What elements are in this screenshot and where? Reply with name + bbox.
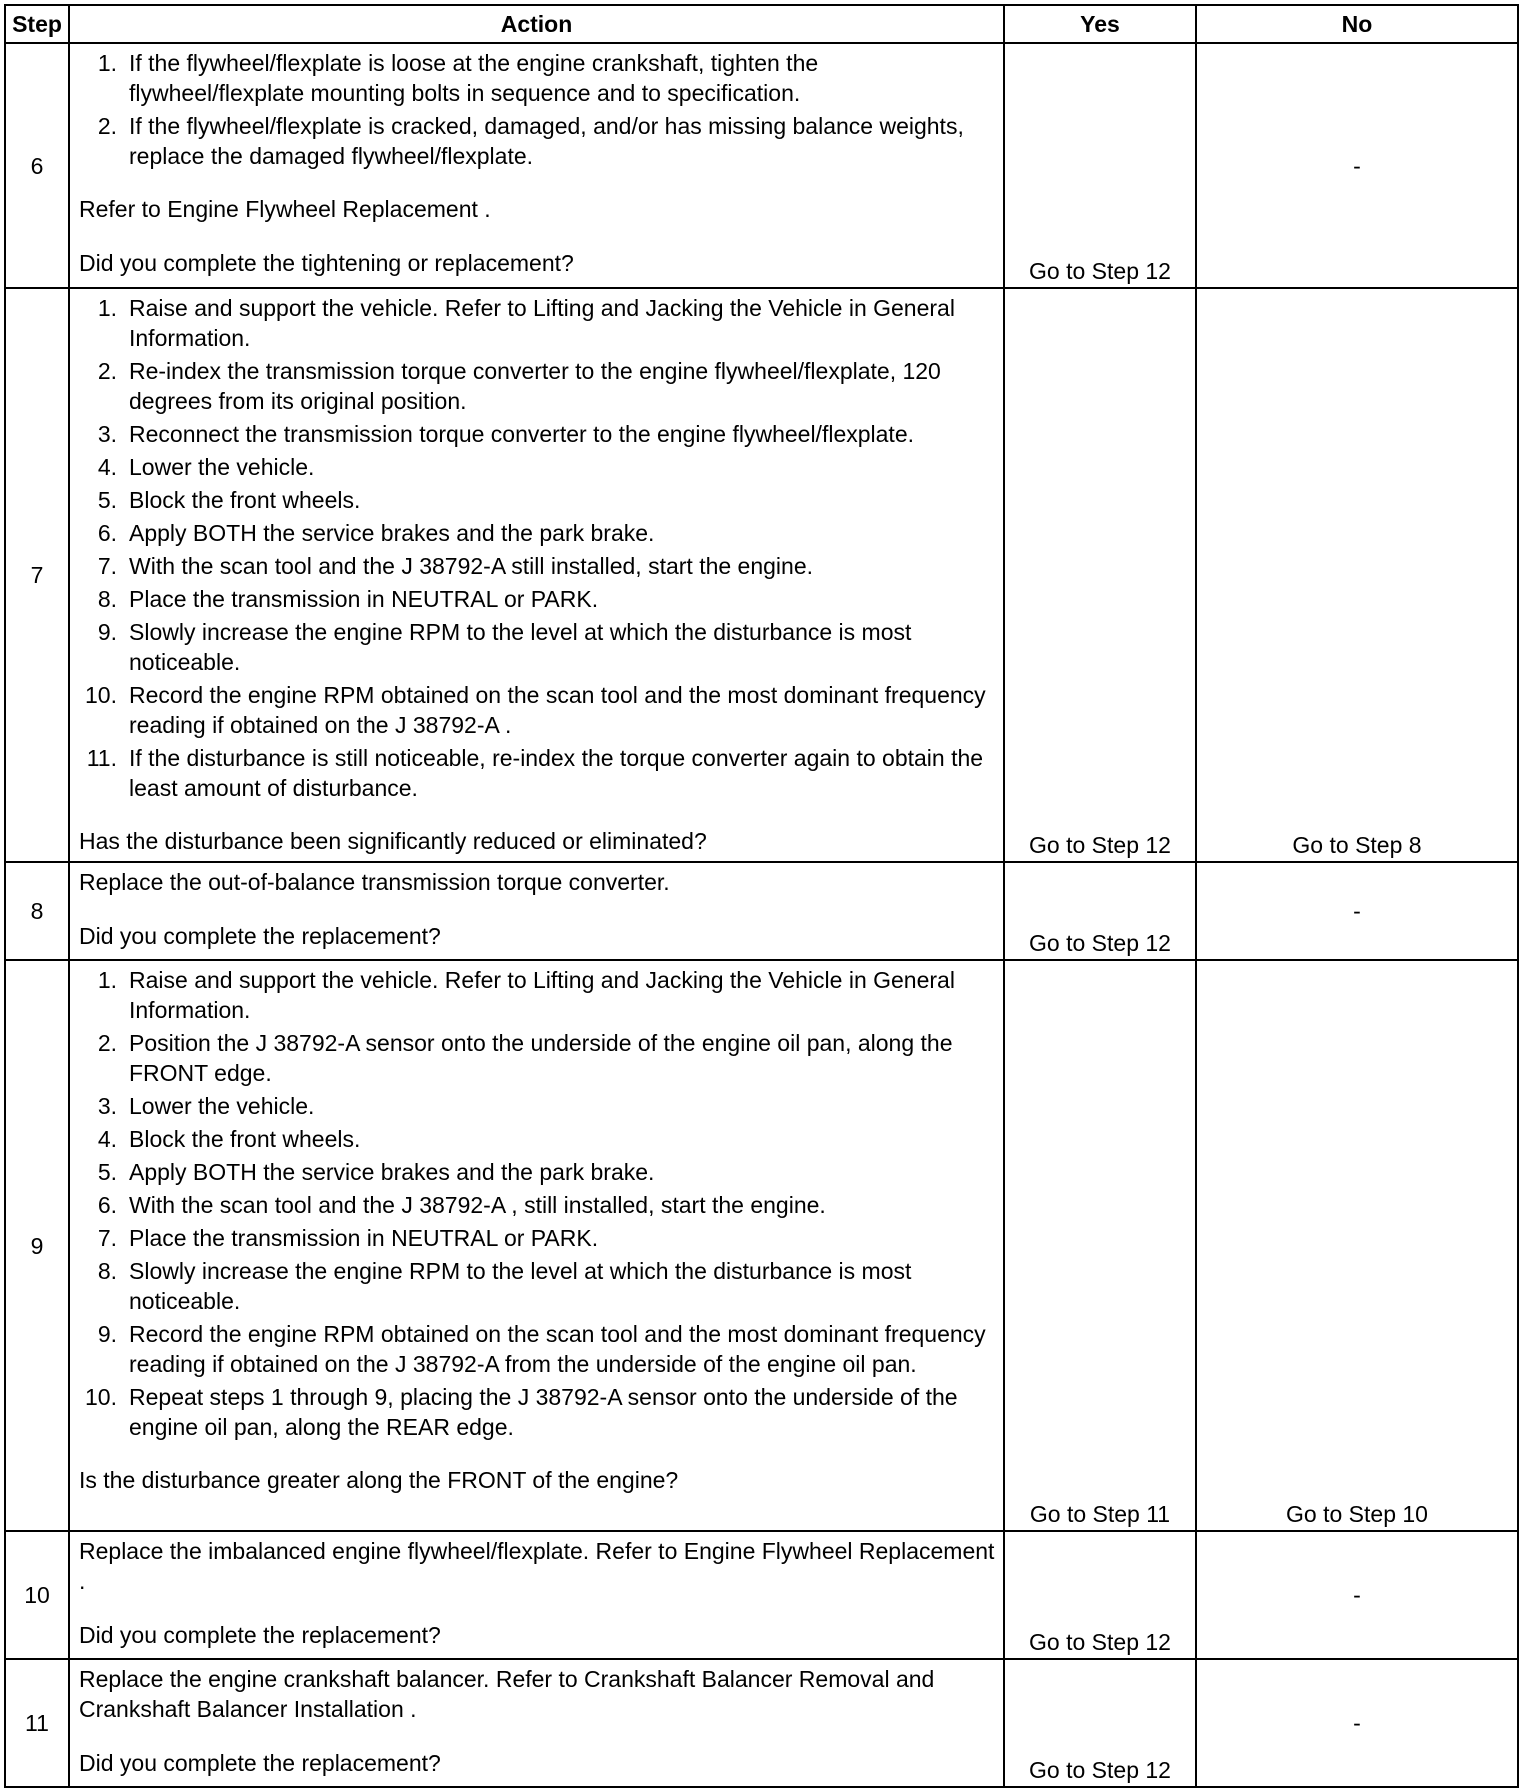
yes-cell bbox=[1004, 862, 1196, 960]
header-row bbox=[5, 5, 1518, 43]
list-item: 6. Apply BOTH the service brakes and the park brake. bbox=[97, 520, 655, 546]
list-item: 8. Slowly increase the engine RPM to the level at which the disturbance is most noticeable. bbox=[97, 1258, 912, 1314]
no-result: - bbox=[1353, 152, 1361, 179]
list-item: 6. With the scan tool and the J 38792-A , still installed, start the engine. bbox=[97, 1192, 826, 1218]
list-item: 4. Block the front wheels. bbox=[97, 1126, 361, 1152]
list-item: 4. Lower the vehicle. bbox=[97, 454, 315, 480]
no-cell bbox=[1196, 1531, 1518, 1659]
list-item: 8. Place the transmission in NEUTRAL or PARK. bbox=[97, 586, 599, 612]
diagnostic-table bbox=[4, 4, 1519, 1788]
question: Did you complete the replacement? bbox=[79, 1622, 441, 1648]
yes-result: Go to Step 12 bbox=[1029, 1757, 1171, 1783]
list-item: 1. If the flywheel/flexplate is loose at the engine crankshaft, tighten the flywheel/flexplate mounting bolts in sequence and to specification. bbox=[97, 50, 819, 106]
instruction-list bbox=[79, 965, 997, 1442]
action-cell bbox=[69, 288, 1004, 862]
yes-cell bbox=[1004, 1659, 1196, 1787]
table-row bbox=[5, 960, 1518, 1531]
instruction-list bbox=[79, 293, 997, 803]
no-result: - bbox=[1353, 1582, 1361, 1608]
action-cell bbox=[69, 960, 1004, 1531]
yes-result: Go to Step 12 bbox=[1029, 1629, 1171, 1655]
no-cell bbox=[1196, 43, 1518, 288]
no-cell bbox=[1196, 1659, 1518, 1787]
table-row bbox=[5, 1659, 1518, 1787]
header-no: No bbox=[1196, 5, 1518, 43]
instruction-text: Replace the imbalanced engine flywheel/flexplate. Refer to Engine Flywheel Replacement . bbox=[79, 1538, 995, 1594]
question: Did you complete the replacement? bbox=[79, 923, 441, 949]
step-number: 9 bbox=[5, 960, 69, 1531]
list-item: 10. Record the engine RPM obtained on the scan tool and the most dominant frequency reading if obtained on the J 38792-A . bbox=[85, 682, 986, 738]
action-cell bbox=[69, 43, 1004, 288]
list-item: 9. Record the engine RPM obtained on the scan tool and the most dominant frequency reading if obtained on the J 38792-A from the underside of the engine oil pan. bbox=[97, 1321, 986, 1377]
table-row bbox=[5, 1531, 1518, 1659]
reference-note: Refer to Engine Flywheel Replacement . bbox=[79, 196, 491, 222]
action-cell bbox=[69, 1531, 1004, 1659]
list-item: 3. Reconnect the transmission torque converter to the engine flywheel/flexplate. bbox=[97, 421, 914, 447]
yes-cell bbox=[1004, 43, 1196, 288]
question: Is the disturbance greater along the FRONT of the engine? bbox=[79, 1467, 679, 1493]
question: Has the disturbance been significantly reduced or eliminated? bbox=[79, 828, 707, 854]
header-yes: Yes bbox=[1004, 5, 1196, 43]
yes-result: Go to Step 12 bbox=[1029, 930, 1171, 956]
step-number: 7 bbox=[5, 288, 69, 862]
question: Did you complete the replacement? bbox=[79, 1750, 441, 1776]
list-item: 1. Raise and support the vehicle. Refer to Lifting and Jacking the Vehicle in General Information. bbox=[97, 967, 955, 1023]
list-item: 11. If the disturbance is still noticeable, re-index the torque converter again to obtain the least amount of disturbance. bbox=[86, 745, 984, 801]
no-cell bbox=[1196, 960, 1518, 1531]
instruction-text: Replace the out-of-balance transmission torque converter. bbox=[79, 869, 670, 895]
yes-result: Go to Step 11 bbox=[1029, 1501, 1171, 1527]
table-row bbox=[5, 862, 1518, 960]
list-item: 1. Raise and support the vehicle. Refer to Lifting and Jacking the Vehicle in General Information. bbox=[97, 295, 955, 351]
table-row bbox=[5, 43, 1518, 288]
step-number: 8 bbox=[5, 862, 69, 960]
table-row bbox=[5, 288, 1518, 862]
step-number: 6 bbox=[5, 43, 69, 288]
no-cell bbox=[1196, 862, 1518, 960]
action-cell bbox=[69, 1659, 1004, 1787]
step-number: 10 bbox=[5, 1531, 69, 1659]
step-number: 11 bbox=[5, 1659, 69, 1787]
list-item: 9. Slowly increase the engine RPM to the level at which the disturbance is most noticeable. bbox=[97, 619, 912, 675]
list-item: 10. Repeat steps 1 through 9, placing the J 38792-A sensor onto the underside of the engine oil pan, along the REAR edge. bbox=[85, 1384, 958, 1440]
instruction-list bbox=[79, 48, 997, 171]
no-result: - bbox=[1353, 1710, 1361, 1736]
list-item: 3. Lower the vehicle. bbox=[97, 1093, 315, 1119]
yes-cell bbox=[1004, 960, 1196, 1531]
yes-result: Go to Step 12 bbox=[1029, 258, 1171, 284]
list-item: 5. Block the front wheels. bbox=[97, 487, 361, 513]
list-item: 2. Position the J 38792-A sensor onto the underside of the engine oil pan, along the FRONT edge. bbox=[97, 1030, 953, 1086]
no-result: Go to Step 8 bbox=[1292, 832, 1422, 858]
action-cell bbox=[69, 862, 1004, 960]
header-step: Step bbox=[5, 5, 69, 43]
list-item: 7. Place the transmission in NEUTRAL or PARK. bbox=[97, 1225, 599, 1251]
list-item: 7. With the scan tool and the J 38792-A still installed, start the engine. bbox=[97, 553, 814, 579]
header-action: Action bbox=[69, 5, 1004, 43]
no-result: Go to Step 10 bbox=[1286, 1501, 1428, 1527]
instruction-text: Replace the engine crankshaft balancer. Refer to Crankshaft Balancer Removal and Crankshaft Balancer Installation . bbox=[79, 1666, 935, 1722]
no-cell bbox=[1196, 288, 1518, 862]
yes-cell bbox=[1004, 1531, 1196, 1659]
list-item: 2. If the flywheel/flexplate is cracked, damaged, and/or has missing balance weights, replace the damaged flywheel/flexplate. bbox=[97, 113, 964, 169]
no-result: - bbox=[1353, 898, 1361, 924]
question: Did you complete the tightening or replacement? bbox=[79, 250, 574, 276]
yes-result: Go to Step 12 bbox=[1029, 832, 1171, 858]
yes-cell bbox=[1004, 288, 1196, 862]
list-item: 5. Apply BOTH the service brakes and the park brake. bbox=[97, 1159, 655, 1185]
list-item: 2. Re-index the transmission torque converter to the engine flywheel/flexplate, 120 degrees from its original position. bbox=[97, 358, 941, 414]
